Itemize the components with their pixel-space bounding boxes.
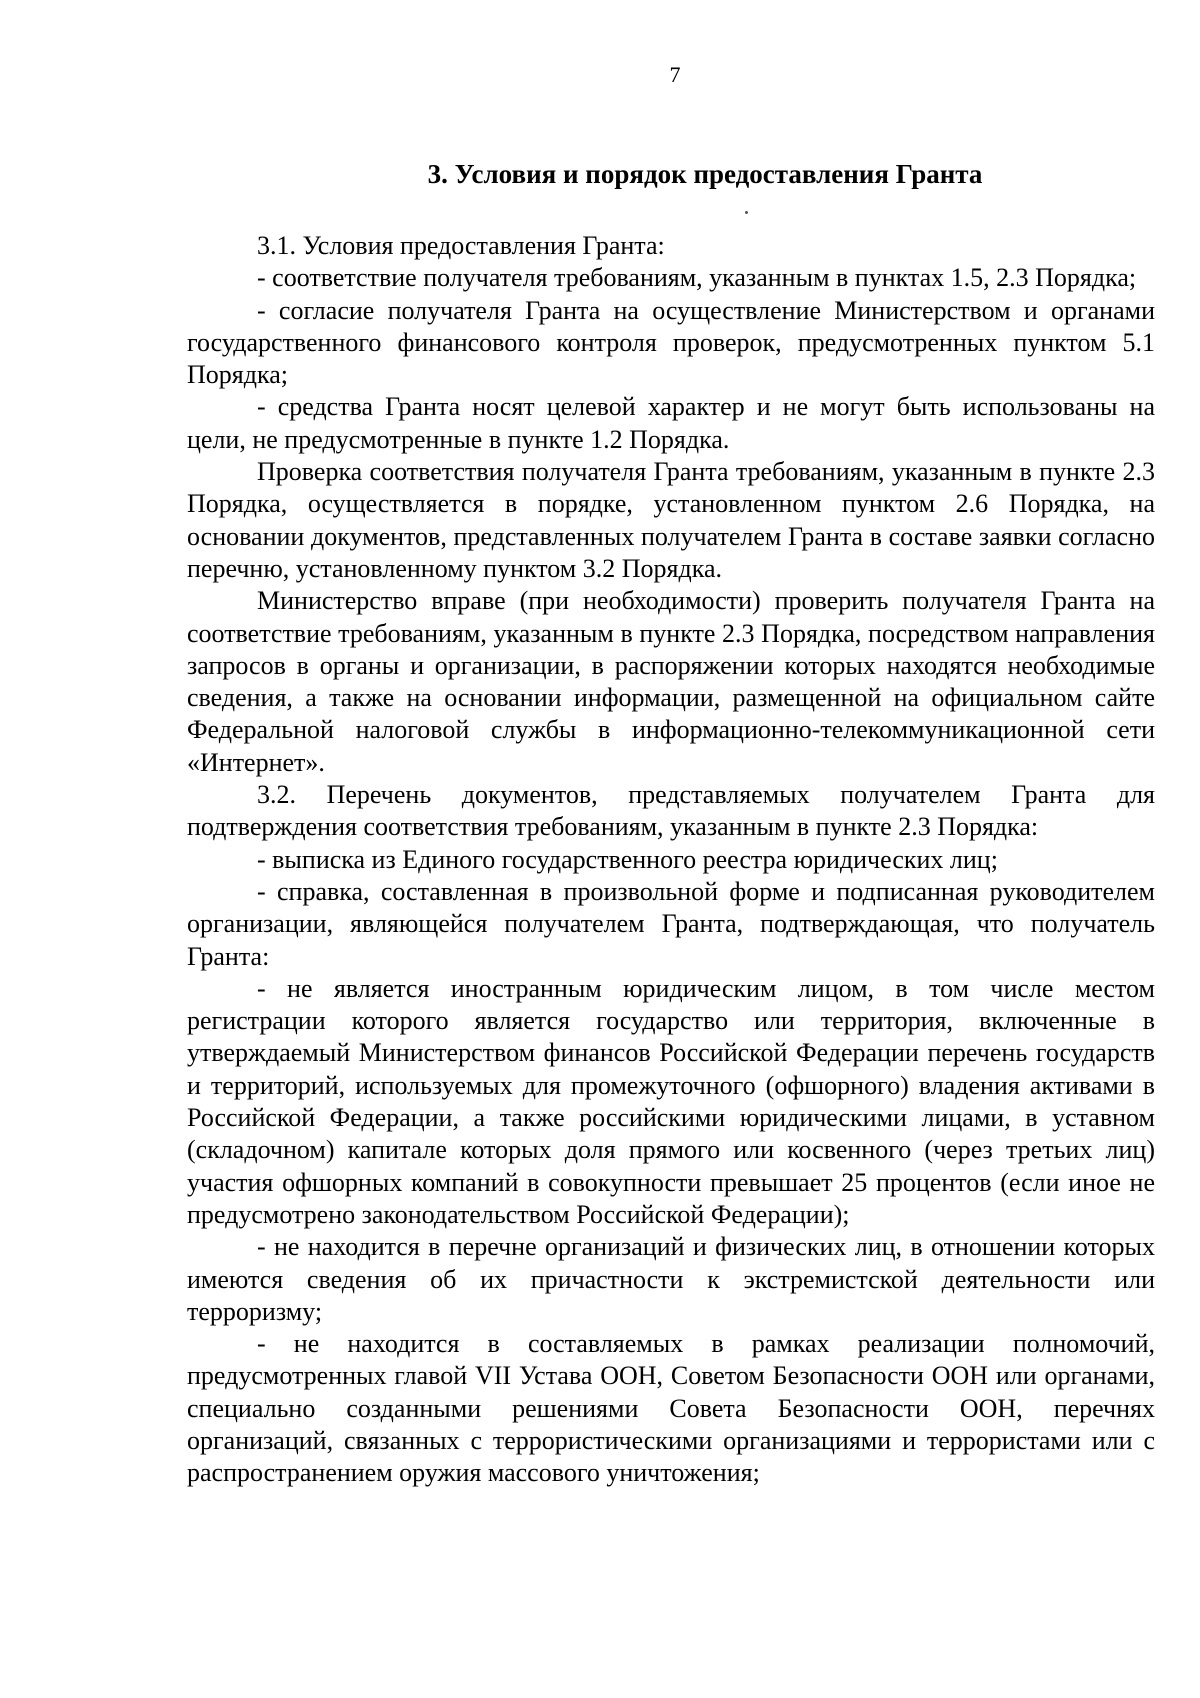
paragraph-registry-extract: - выписка из Единого государственного реестра юридических лиц;	[257, 844, 998, 874]
section-heading: 3. Условия и порядок предоставления Гранта	[427, 159, 983, 189]
paragraph-ministry-right: Министерство вправе (при необходимости) проверить получателя Гранта на соответствие требованиям, указанным в пункте 2.3 Порядка, посредством направления запросов в органы и организации, в распоряжении которых находятся необходимые сведения, а также на основании информации, размещенной на официальном сайте Федеральной налоговой службы в информационно-телекоммуникационной сети «Интернет».	[187, 586, 1155, 777]
paragraph-not-extremist-list: - не находится в перечне организаций и физических лиц, в отношении которых имеются сведения об их причастности к экстремистской деятельности или терроризму;	[187, 1232, 1155, 1326]
paragraph-condition-target-use: - средства Гранта носят целевой характер и не могут быть использованы на цели, не предусмотренные в пункте 1.2 Порядка.	[187, 392, 1155, 454]
page-number: 7	[669, 62, 681, 87]
document-body	[187, 158, 1155, 1490]
paragraph-certificate: - справка, составленная в произвольной форме и подписанная руководителем организации, являющейся получателем Гранта, подтверждающая, что получатель Гранта:	[187, 876, 1155, 971]
paragraph-condition-consent: - согласие получателя Гранта на осуществление Министерством и органами государственного финансового контроля проверок, предусмотренных пунктом 5.1 Порядка;	[187, 295, 1155, 390]
paragraph-condition-requirements: - соответствие получателя требованиям, указанным в пунктах 1.5, 2.3 Порядка;	[257, 263, 1137, 293]
paragraph-3-2-title: 3.2. Перечень документов, представляемых получателем Гранта для подтверждения соответствия требованиям, указанным в пункте 2.3 Порядка:	[187, 780, 1155, 842]
paragraph-not-un-list: - не находится в составляемых в рамках реализации полномочий, предусмотренных главой VII Устава ООН, Советом Безопасности ООН или органами, специально созданными решениями Совета Безопасности ООН, перечнях организаций, связанных с террористическими организациями и террористами или с распространением оружия массового уничтожения;	[187, 1329, 1155, 1488]
paragraph-not-foreign-entity: - не является иностранным юридическим лицом, в том числе местом регистрации которого является государство или территория, включенные в утверждаемый Министерством финансов Российской Федерации перечень государств и территорий, используемых для промежуточного (офшорного) владения активами в Российской Федерации, а также российскими юридическими лицами, в уставном (складочном) капитале которых доля прямого или косвенного (через третьих лиц) участия офшорных компаний в совокупности превышает 25 процентов (если иное не предусмотрено законодательством Российской Федерации);	[187, 973, 1155, 1229]
paragraph-compliance-check: Проверка соответствия получателя Гранта требованиям, указанным в пункте 2.3 Порядка, осуществляется в порядке, установленном пунктом 2.6 Порядка, на основании документов, представленных получателем Гранта в составе заявки согласно перечню, установленному пунктом 3.2 Порядка.	[187, 457, 1155, 583]
paragraph-3-1-title: 3.1. Условия предоставления Гранта:	[257, 231, 665, 260]
